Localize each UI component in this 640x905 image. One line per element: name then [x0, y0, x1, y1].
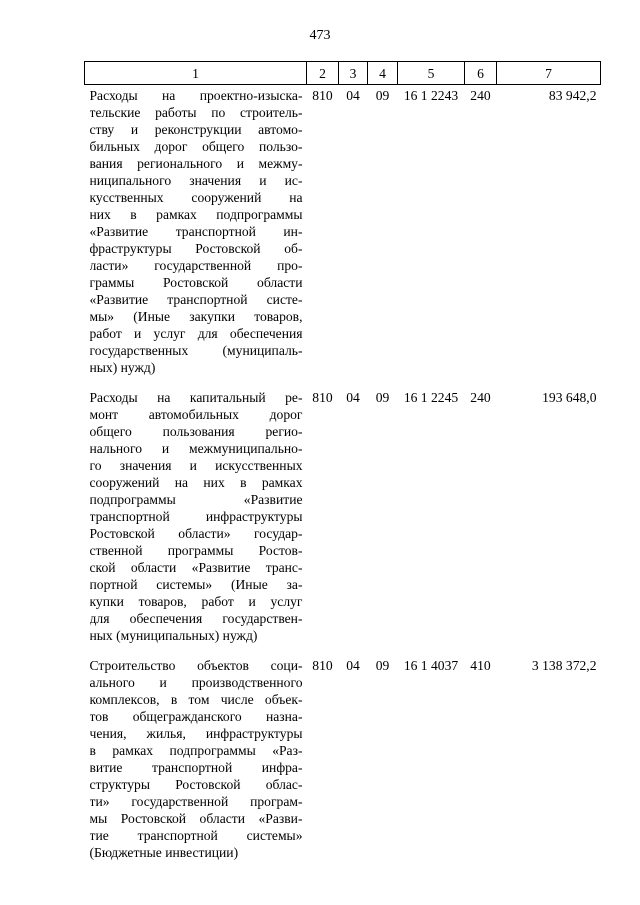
- description-line: общего пользования регио-: [89, 424, 303, 439]
- description-line: нального и межмуниципально-: [89, 441, 303, 456]
- description-line: Расходы на капитальный ре-: [89, 390, 303, 405]
- header-col-1: 1: [85, 62, 307, 85]
- target-article-code: 16 1 4037: [403, 658, 459, 673]
- section-code: 04: [346, 658, 360, 673]
- section-code: 04: [346, 88, 360, 103]
- header-col-5: 5: [398, 62, 465, 85]
- description-line: Ростовской области» государ-: [89, 526, 303, 541]
- description-line: подпрограммы «Развитие: [89, 492, 303, 507]
- amount-value: 193 648,0: [542, 390, 597, 405]
- description-line: «Развитие транспортной систе-: [89, 292, 303, 307]
- ministry-code: 810: [312, 658, 333, 673]
- target-article-code: 16 1 2243: [403, 88, 459, 103]
- expense-type-code: 410: [470, 658, 491, 673]
- subsection-code: 09: [375, 88, 390, 103]
- ministry-code: 810: [312, 390, 333, 405]
- description-line: ству и реконструкции автомо-: [89, 122, 303, 137]
- ministry-code: 810: [312, 88, 333, 103]
- description-line: витие транспортной инфра-: [89, 760, 303, 775]
- description-line: ных (муниципальных) нужд): [89, 628, 258, 643]
- description-line: ти» государственной програм-: [89, 794, 303, 809]
- description-line: портной системы» (Иные за-: [89, 577, 303, 592]
- expense-description: [85, 644, 307, 861]
- description-line: мы» (Иные закупки товаров,: [89, 309, 303, 324]
- table-header: [85, 62, 601, 85]
- description-line: государственных (муниципаль-: [89, 343, 303, 358]
- subsection-code: 09: [375, 390, 390, 405]
- description-line: ных) нужд): [89, 360, 156, 375]
- header-col-3: 3: [339, 62, 368, 85]
- page-number: 473: [309, 28, 331, 43]
- description-line: транспортной инфраструктуры: [89, 509, 303, 524]
- table-body: [85, 85, 601, 862]
- expense-description: [85, 85, 307, 377]
- description-line: тельские работы по строитель-: [89, 105, 303, 120]
- description-line: ального и производственного: [89, 675, 303, 690]
- description-line: сооружений на них в рамках: [89, 475, 303, 490]
- description-line: тие транспортной системы»: [89, 828, 303, 843]
- table-row: [85, 85, 601, 377]
- description-line: ской области «Развитие транс-: [89, 560, 303, 575]
- header-row: [85, 62, 601, 85]
- description-line: Расходы на проектно-изыска-: [89, 88, 303, 103]
- header-col-2: 2: [307, 62, 339, 85]
- expense-type-code: 240: [470, 88, 491, 103]
- description-line: в рамках подпрограммы «Раз-: [89, 743, 303, 758]
- description-line: ласти» государственной про-: [89, 258, 303, 273]
- description-line: ниципального значения и ис-: [89, 173, 303, 188]
- target-article-code: 16 1 2245: [403, 390, 459, 405]
- description-line: чения, жилья, инфраструктуры: [89, 726, 303, 741]
- description-line: купки товаров, работ и услуг: [89, 594, 303, 609]
- header-col-4: 4: [368, 62, 398, 85]
- description-line: структуры Ростовской облас-: [89, 777, 303, 792]
- table-row: [85, 376, 601, 644]
- description-line: мы Ростовской области «Разви-: [89, 811, 303, 826]
- description-line: (Бюджетные инвестиции): [89, 845, 239, 860]
- amount-value: 83 942,2: [548, 88, 597, 103]
- header-col-6: 6: [465, 62, 497, 85]
- table-row: [85, 644, 601, 861]
- description-line: бильных дорог общего пользо-: [89, 139, 303, 154]
- header-col-7: 7: [497, 62, 601, 85]
- section-code: 04: [346, 390, 360, 405]
- description-line: граммы Ростовской области: [89, 275, 303, 290]
- budget-table-wrapper: [84, 61, 600, 861]
- description-line: них в рамках подпрограммы: [89, 207, 303, 222]
- description-line: комплексов, в том числе объек-: [89, 692, 303, 707]
- description-line: монт автомобильных дорог: [89, 407, 303, 422]
- description-line: тов общегражданского назна-: [89, 709, 303, 724]
- description-line: для обеспечения государствен-: [89, 611, 303, 626]
- expense-description: [85, 376, 307, 644]
- description-line: фраструктуры Ростовской об-: [89, 241, 303, 256]
- description-line: ственной программы Ростов-: [89, 543, 303, 558]
- subsection-code: 09: [375, 658, 390, 673]
- budget-table: [84, 61, 601, 861]
- expense-type-code: 240: [470, 390, 491, 405]
- description-line: го значения и искусственных: [89, 458, 303, 473]
- description-line: Строительство объектов соци-: [89, 658, 303, 673]
- description-line: вания регионального и межму-: [89, 156, 303, 171]
- description-line: кусственных сооружений на: [89, 190, 303, 205]
- description-line: работ и услуг для обеспечения: [89, 326, 303, 341]
- amount-value: 3 138 372,2: [531, 658, 597, 673]
- description-line: «Развитие транспортной ин-: [89, 224, 303, 239]
